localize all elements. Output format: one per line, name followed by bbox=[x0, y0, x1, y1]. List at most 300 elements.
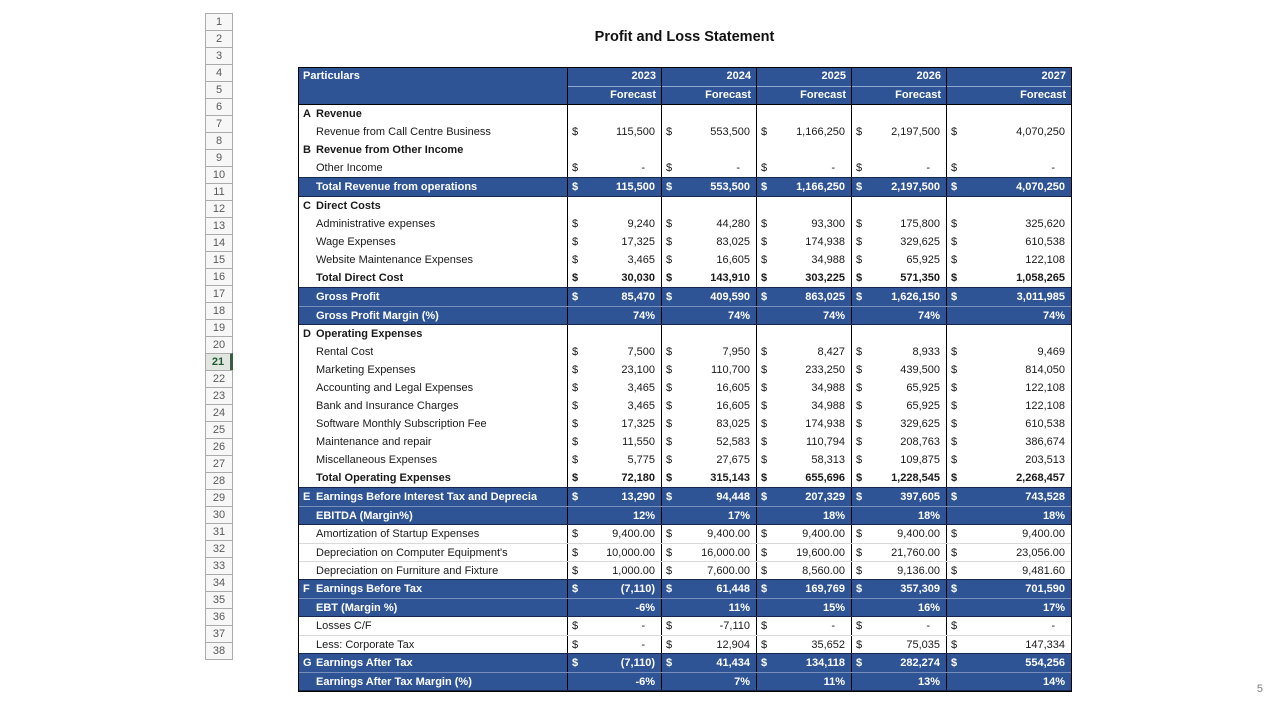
money-cell[interactable] bbox=[851, 325, 946, 343]
forecast-label: Forecast bbox=[757, 86, 851, 104]
row-label-cell[interactable] bbox=[299, 617, 567, 635]
row-header-33[interactable]: 33 bbox=[205, 557, 233, 575]
percent-cell[interactable] bbox=[851, 507, 946, 524]
percent-cell[interactable] bbox=[756, 673, 851, 690]
dollar-sign: $ bbox=[761, 254, 768, 266]
table-row bbox=[299, 105, 1071, 123]
row-header-18[interactable]: 18 bbox=[205, 302, 233, 320]
row-header-38[interactable]: 38 bbox=[205, 642, 233, 660]
money-cell[interactable] bbox=[756, 159, 851, 177]
row-header-20[interactable]: 20 bbox=[205, 336, 233, 354]
money-cell[interactable] bbox=[946, 215, 1071, 233]
money-cell[interactable] bbox=[567, 197, 661, 215]
row-header-11[interactable]: 11 bbox=[205, 183, 233, 201]
row-label-cell[interactable] bbox=[299, 580, 567, 598]
money-cell[interactable] bbox=[756, 325, 851, 343]
money-cell[interactable] bbox=[756, 269, 851, 287]
column-header-particulars[interactable]: Particulars bbox=[303, 70, 360, 82]
section-letter: E bbox=[303, 491, 311, 503]
row-header-36[interactable]: 36 bbox=[205, 608, 233, 626]
percent-cell[interactable] bbox=[946, 673, 1071, 690]
row-label-cell[interactable] bbox=[299, 269, 567, 287]
money-cell[interactable] bbox=[946, 233, 1071, 251]
money-cell[interactable] bbox=[567, 288, 661, 306]
row-header-5[interactable]: 5 bbox=[205, 81, 233, 99]
money-cell[interactable] bbox=[661, 159, 756, 177]
row-label-cell[interactable] bbox=[299, 197, 567, 215]
percent-cell[interactable] bbox=[567, 673, 661, 690]
money-cell[interactable] bbox=[567, 397, 661, 415]
money-cell[interactable] bbox=[756, 636, 851, 653]
dollar-sign: $ bbox=[761, 291, 768, 303]
money-cell[interactable] bbox=[661, 433, 756, 451]
money-cell[interactable] bbox=[661, 269, 756, 287]
row-label-cell[interactable] bbox=[299, 178, 567, 196]
dollar-sign: $ bbox=[856, 657, 863, 669]
money-cell[interactable] bbox=[851, 525, 946, 543]
money-cell[interactable] bbox=[851, 178, 946, 196]
row-label: Software Monthly Subscription Fee bbox=[316, 418, 487, 430]
money-cell[interactable] bbox=[851, 617, 946, 635]
cell-value: (7,110) bbox=[620, 657, 655, 669]
money-cell[interactable] bbox=[851, 141, 946, 159]
money-cell[interactable] bbox=[756, 105, 851, 123]
money-cell[interactable] bbox=[756, 178, 851, 196]
row-header-37[interactable]: 37 bbox=[205, 625, 233, 643]
dollar-sign: $ bbox=[856, 236, 863, 248]
page-title: Profit and Loss Statement bbox=[594, 29, 775, 45]
column-header-2025[interactable] bbox=[756, 68, 851, 104]
cell-value: 23,100 bbox=[621, 364, 655, 376]
row-header-7[interactable]: 7 bbox=[205, 115, 233, 133]
money-cell[interactable] bbox=[851, 288, 946, 306]
row-header-24[interactable]: 24 bbox=[205, 404, 233, 422]
row-header-35[interactable]: 35 bbox=[205, 591, 233, 609]
dollar-sign: $ bbox=[951, 472, 958, 484]
money-cell[interactable] bbox=[851, 233, 946, 251]
money-cell[interactable] bbox=[851, 397, 946, 415]
row-header-14[interactable]: 14 bbox=[205, 234, 233, 252]
money-cell[interactable] bbox=[756, 580, 851, 598]
money-cell[interactable] bbox=[851, 197, 946, 215]
percent-cell[interactable] bbox=[567, 507, 661, 524]
money-cell[interactable] bbox=[851, 544, 946, 561]
money-cell[interactable] bbox=[756, 288, 851, 306]
percent-cell[interactable] bbox=[851, 599, 946, 616]
dollar-sign: $ bbox=[856, 218, 863, 230]
money-cell[interactable] bbox=[946, 397, 1071, 415]
money-cell[interactable] bbox=[756, 397, 851, 415]
money-cell[interactable] bbox=[756, 544, 851, 561]
dollar-sign: $ bbox=[761, 364, 768, 376]
money-cell[interactable] bbox=[661, 544, 756, 561]
row-label-cell[interactable] bbox=[299, 307, 567, 324]
money-cell[interactable] bbox=[946, 469, 1071, 487]
cell-value: 10,000.00 bbox=[606, 546, 655, 559]
money-cell[interactable] bbox=[567, 105, 661, 123]
money-cell[interactable] bbox=[567, 488, 661, 506]
money-cell[interactable] bbox=[756, 141, 851, 159]
percent-cell[interactable] bbox=[851, 307, 946, 324]
row-header-3[interactable]: 3 bbox=[205, 47, 233, 65]
money-cell[interactable] bbox=[946, 379, 1071, 397]
row-header-26[interactable]: 26 bbox=[205, 438, 233, 456]
money-cell[interactable] bbox=[567, 451, 661, 469]
percent-cell[interactable] bbox=[661, 307, 756, 324]
row-label: Earnings Before Tax bbox=[316, 583, 423, 595]
row-label-cell[interactable] bbox=[299, 636, 567, 653]
money-cell[interactable] bbox=[567, 654, 661, 672]
money-cell[interactable] bbox=[756, 525, 851, 543]
money-cell[interactable] bbox=[661, 379, 756, 397]
row-header-28[interactable]: 28 bbox=[205, 472, 233, 490]
money-cell[interactable] bbox=[661, 325, 756, 343]
money-cell[interactable] bbox=[946, 525, 1071, 543]
percent-cell[interactable] bbox=[756, 599, 851, 616]
cell-value: -6% bbox=[635, 675, 655, 688]
money-cell[interactable] bbox=[946, 343, 1071, 361]
row-label-cell[interactable] bbox=[299, 233, 567, 251]
cell-value: 3,465 bbox=[627, 382, 655, 394]
row-label-cell[interactable] bbox=[299, 361, 567, 379]
money-cell[interactable] bbox=[756, 197, 851, 215]
row-label-cell[interactable] bbox=[299, 123, 567, 141]
money-cell[interactable] bbox=[756, 451, 851, 469]
row-header-22[interactable]: 22 bbox=[205, 370, 233, 388]
row-label-cell[interactable] bbox=[299, 397, 567, 415]
money-cell[interactable] bbox=[567, 233, 661, 251]
money-cell[interactable] bbox=[946, 544, 1071, 561]
row-label-cell[interactable] bbox=[299, 141, 567, 159]
column-header-2026[interactable] bbox=[851, 68, 946, 104]
cell-value: 41,434 bbox=[716, 657, 750, 669]
column-header-2027[interactable] bbox=[946, 68, 1071, 104]
money-cell[interactable] bbox=[851, 654, 946, 672]
money-cell[interactable] bbox=[756, 361, 851, 379]
dollar-sign: $ bbox=[666, 400, 673, 412]
row-label-cell[interactable] bbox=[299, 288, 567, 306]
dollar-sign: $ bbox=[856, 181, 863, 193]
dollar-sign: $ bbox=[666, 291, 673, 303]
money-cell[interactable] bbox=[946, 617, 1071, 635]
money-cell[interactable] bbox=[567, 251, 661, 269]
money-cell[interactable] bbox=[946, 562, 1071, 579]
money-cell[interactable] bbox=[756, 215, 851, 233]
money-cell[interactable] bbox=[946, 580, 1071, 598]
cell-value: 357,309 bbox=[900, 583, 940, 595]
money-cell[interactable] bbox=[567, 178, 661, 196]
row-label-cell[interactable] bbox=[299, 325, 567, 343]
money-cell[interactable] bbox=[946, 123, 1071, 141]
money-cell[interactable] bbox=[851, 488, 946, 506]
row-header-8[interactable]: 8 bbox=[205, 132, 233, 150]
money-cell[interactable] bbox=[567, 379, 661, 397]
money-cell[interactable] bbox=[661, 178, 756, 196]
money-cell[interactable] bbox=[946, 288, 1071, 306]
money-cell[interactable] bbox=[567, 544, 661, 561]
row-label-cell[interactable] bbox=[299, 215, 567, 233]
row-header-31[interactable]: 31 bbox=[205, 523, 233, 541]
money-cell[interactable] bbox=[756, 433, 851, 451]
money-cell[interactable] bbox=[946, 159, 1071, 177]
row-label-cell[interactable] bbox=[299, 673, 567, 690]
dollar-sign: $ bbox=[951, 528, 958, 540]
row-label-cell[interactable] bbox=[299, 105, 567, 123]
dollar-sign: $ bbox=[761, 382, 768, 394]
row-label-cell[interactable] bbox=[299, 562, 567, 579]
row-header-1[interactable]: 1 bbox=[205, 13, 233, 31]
percent-cell[interactable] bbox=[661, 673, 756, 690]
row-header-32[interactable]: 32 bbox=[205, 540, 233, 558]
money-cell[interactable] bbox=[851, 379, 946, 397]
money-cell[interactable] bbox=[661, 562, 756, 579]
row-header-4[interactable]: 4 bbox=[205, 64, 233, 82]
money-cell[interactable] bbox=[946, 415, 1071, 433]
money-cell[interactable] bbox=[851, 562, 946, 579]
money-cell[interactable] bbox=[661, 415, 756, 433]
table-row bbox=[299, 561, 1071, 579]
money-cell[interactable] bbox=[946, 325, 1071, 343]
table-row bbox=[299, 159, 1071, 177]
money-cell[interactable] bbox=[661, 525, 756, 543]
column-header-2024[interactable] bbox=[661, 68, 756, 104]
money-cell[interactable] bbox=[661, 251, 756, 269]
money-cell[interactable] bbox=[946, 178, 1071, 196]
money-cell[interactable] bbox=[567, 415, 661, 433]
money-cell[interactable] bbox=[756, 617, 851, 635]
row-label-cell[interactable] bbox=[299, 507, 567, 524]
row-header-27[interactable]: 27 bbox=[205, 455, 233, 473]
row-label-cell[interactable] bbox=[299, 343, 567, 361]
money-cell[interactable] bbox=[946, 361, 1071, 379]
column-header-2023[interactable] bbox=[567, 68, 661, 104]
money-cell[interactable] bbox=[756, 233, 851, 251]
money-cell[interactable] bbox=[851, 433, 946, 451]
money-cell[interactable] bbox=[661, 361, 756, 379]
table-row bbox=[299, 543, 1071, 561]
money-cell[interactable] bbox=[567, 636, 661, 653]
money-cell[interactable] bbox=[756, 654, 851, 672]
cell-value: 1,228,545 bbox=[891, 472, 940, 484]
money-cell[interactable] bbox=[851, 361, 946, 379]
money-cell[interactable] bbox=[946, 251, 1071, 269]
year-label: 2024 bbox=[726, 70, 751, 82]
money-cell[interactable] bbox=[661, 617, 756, 635]
percent-cell[interactable] bbox=[946, 307, 1071, 324]
money-cell[interactable] bbox=[946, 654, 1071, 672]
row-header-23[interactable]: 23 bbox=[205, 387, 233, 405]
row-header-16[interactable]: 16 bbox=[205, 268, 233, 286]
row-header-29[interactable]: 29 bbox=[205, 489, 233, 507]
money-cell[interactable] bbox=[756, 343, 851, 361]
row-label-cell[interactable] bbox=[299, 544, 567, 561]
dollar-sign: $ bbox=[761, 400, 768, 412]
money-cell[interactable] bbox=[567, 123, 661, 141]
cell-value: - bbox=[831, 620, 835, 632]
cell-value: 3,465 bbox=[627, 254, 655, 266]
money-cell[interactable] bbox=[756, 562, 851, 579]
money-cell[interactable] bbox=[661, 469, 756, 487]
row-label-cell[interactable] bbox=[299, 469, 567, 487]
money-cell[interactable] bbox=[946, 636, 1071, 653]
cell-value: 9,400.00 bbox=[612, 528, 655, 540]
row-header-10[interactable]: 10 bbox=[205, 166, 233, 184]
money-cell[interactable] bbox=[851, 123, 946, 141]
dollar-sign: $ bbox=[856, 291, 863, 303]
money-cell[interactable] bbox=[756, 488, 851, 506]
cell-value: 11,550 bbox=[622, 436, 655, 448]
money-cell[interactable] bbox=[661, 123, 756, 141]
percent-cell[interactable] bbox=[661, 507, 756, 524]
row-header-6[interactable]: 6 bbox=[205, 98, 233, 116]
money-cell[interactable] bbox=[567, 580, 661, 598]
money-cell[interactable] bbox=[851, 215, 946, 233]
cell-value: 9,136.00 bbox=[897, 564, 940, 577]
money-cell[interactable] bbox=[661, 105, 756, 123]
money-cell[interactable] bbox=[661, 636, 756, 653]
money-cell[interactable] bbox=[661, 488, 756, 506]
money-cell[interactable] bbox=[567, 269, 661, 287]
row-label-cell[interactable] bbox=[299, 451, 567, 469]
money-cell[interactable] bbox=[851, 451, 946, 469]
cell-value: 16,605 bbox=[716, 254, 750, 266]
row-label-cell[interactable] bbox=[299, 251, 567, 269]
money-cell[interactable] bbox=[851, 251, 946, 269]
row-header-21[interactable]: 21 bbox=[205, 353, 233, 371]
money-cell[interactable] bbox=[851, 636, 946, 653]
money-cell[interactable] bbox=[567, 562, 661, 579]
money-cell[interactable] bbox=[567, 469, 661, 487]
dollar-sign: $ bbox=[666, 418, 673, 430]
row-label-cell[interactable] bbox=[299, 525, 567, 543]
percent-cell[interactable] bbox=[946, 599, 1071, 616]
money-cell[interactable] bbox=[567, 325, 661, 343]
cell-value: 44,280 bbox=[716, 218, 750, 230]
forecast-label: Forecast bbox=[568, 86, 661, 104]
money-cell[interactable] bbox=[756, 123, 851, 141]
money-cell[interactable] bbox=[756, 379, 851, 397]
money-cell[interactable] bbox=[661, 580, 756, 598]
cell-value: 13,290 bbox=[621, 491, 655, 503]
money-cell[interactable] bbox=[756, 469, 851, 487]
cell-value: 4,070,250 bbox=[1016, 126, 1065, 138]
money-cell[interactable] bbox=[851, 105, 946, 123]
row-header-12[interactable]: 12 bbox=[205, 200, 233, 218]
cell-value: 610,538 bbox=[1025, 418, 1065, 430]
money-cell[interactable] bbox=[946, 433, 1071, 451]
money-cell[interactable] bbox=[661, 233, 756, 251]
percent-cell[interactable] bbox=[946, 507, 1071, 524]
cell-value: 553,500 bbox=[710, 181, 750, 193]
dollar-sign: $ bbox=[666, 657, 673, 669]
row-header-17[interactable]: 17 bbox=[205, 285, 233, 303]
cell-value: 9,240 bbox=[627, 218, 655, 230]
cell-value: 2,197,500 bbox=[891, 181, 940, 193]
money-cell[interactable] bbox=[661, 397, 756, 415]
row-header-34[interactable]: 34 bbox=[205, 574, 233, 592]
row-label-cell[interactable] bbox=[299, 599, 567, 616]
cell-value: - bbox=[926, 620, 930, 632]
cell-value: - bbox=[926, 162, 930, 174]
money-cell[interactable] bbox=[946, 269, 1071, 287]
money-cell[interactable] bbox=[756, 251, 851, 269]
money-cell[interactable] bbox=[567, 141, 661, 159]
money-cell[interactable] bbox=[567, 159, 661, 177]
money-cell[interactable] bbox=[756, 415, 851, 433]
table-body bbox=[299, 105, 1071, 691]
row-label-cell[interactable] bbox=[299, 654, 567, 672]
row-label-cell[interactable] bbox=[299, 379, 567, 397]
money-cell[interactable] bbox=[946, 141, 1071, 159]
dollar-sign: $ bbox=[951, 400, 958, 412]
dollar-sign: $ bbox=[572, 254, 579, 266]
row-header-25[interactable]: 25 bbox=[205, 421, 233, 439]
money-cell[interactable] bbox=[851, 159, 946, 177]
row-header-19[interactable]: 19 bbox=[205, 319, 233, 337]
money-cell[interactable] bbox=[567, 525, 661, 543]
row-label-cell[interactable] bbox=[299, 433, 567, 451]
percent-cell[interactable] bbox=[756, 307, 851, 324]
money-cell[interactable] bbox=[851, 415, 946, 433]
dollar-sign: $ bbox=[761, 564, 768, 577]
money-cell[interactable] bbox=[851, 269, 946, 287]
money-cell[interactable] bbox=[567, 617, 661, 635]
money-cell[interactable] bbox=[661, 654, 756, 672]
row-label-cell[interactable] bbox=[299, 415, 567, 433]
row-label: Total Revenue from operations bbox=[316, 181, 478, 193]
row-label-cell[interactable] bbox=[299, 159, 567, 177]
row-header-13[interactable]: 13 bbox=[205, 217, 233, 235]
row-header-2[interactable]: 2 bbox=[205, 30, 233, 48]
money-cell[interactable] bbox=[661, 288, 756, 306]
money-cell[interactable] bbox=[851, 580, 946, 598]
row-header-9[interactable]: 9 bbox=[205, 149, 233, 167]
money-cell[interactable] bbox=[661, 197, 756, 215]
money-cell[interactable] bbox=[851, 343, 946, 361]
year-label: 2023 bbox=[631, 70, 656, 82]
money-cell[interactable] bbox=[946, 451, 1071, 469]
dollar-sign: $ bbox=[951, 491, 958, 503]
row-label-cell[interactable] bbox=[299, 488, 567, 506]
cell-value: 1,626,150 bbox=[891, 291, 940, 303]
cell-value: - bbox=[641, 620, 645, 632]
money-cell[interactable] bbox=[567, 361, 661, 379]
money-cell[interactable] bbox=[661, 451, 756, 469]
money-cell[interactable] bbox=[661, 141, 756, 159]
percent-cell[interactable] bbox=[567, 307, 661, 324]
table-row bbox=[299, 251, 1071, 269]
percent-cell[interactable] bbox=[567, 599, 661, 616]
row-header-15[interactable]: 15 bbox=[205, 251, 233, 269]
money-cell[interactable] bbox=[946, 488, 1071, 506]
money-cell[interactable] bbox=[567, 433, 661, 451]
money-cell[interactable] bbox=[661, 215, 756, 233]
cell-value: 34,988 bbox=[811, 400, 845, 412]
money-cell[interactable] bbox=[851, 469, 946, 487]
dollar-sign: $ bbox=[951, 291, 958, 303]
percent-cell[interactable] bbox=[851, 673, 946, 690]
money-cell[interactable] bbox=[946, 197, 1071, 215]
money-cell[interactable] bbox=[946, 105, 1071, 123]
dollar-sign: $ bbox=[572, 564, 579, 577]
percent-cell[interactable] bbox=[756, 507, 851, 524]
percent-cell[interactable] bbox=[661, 599, 756, 616]
table-row bbox=[299, 343, 1071, 361]
row-header-30[interactable]: 30 bbox=[205, 506, 233, 524]
money-cell[interactable] bbox=[567, 343, 661, 361]
money-cell[interactable] bbox=[567, 215, 661, 233]
money-cell[interactable] bbox=[661, 343, 756, 361]
